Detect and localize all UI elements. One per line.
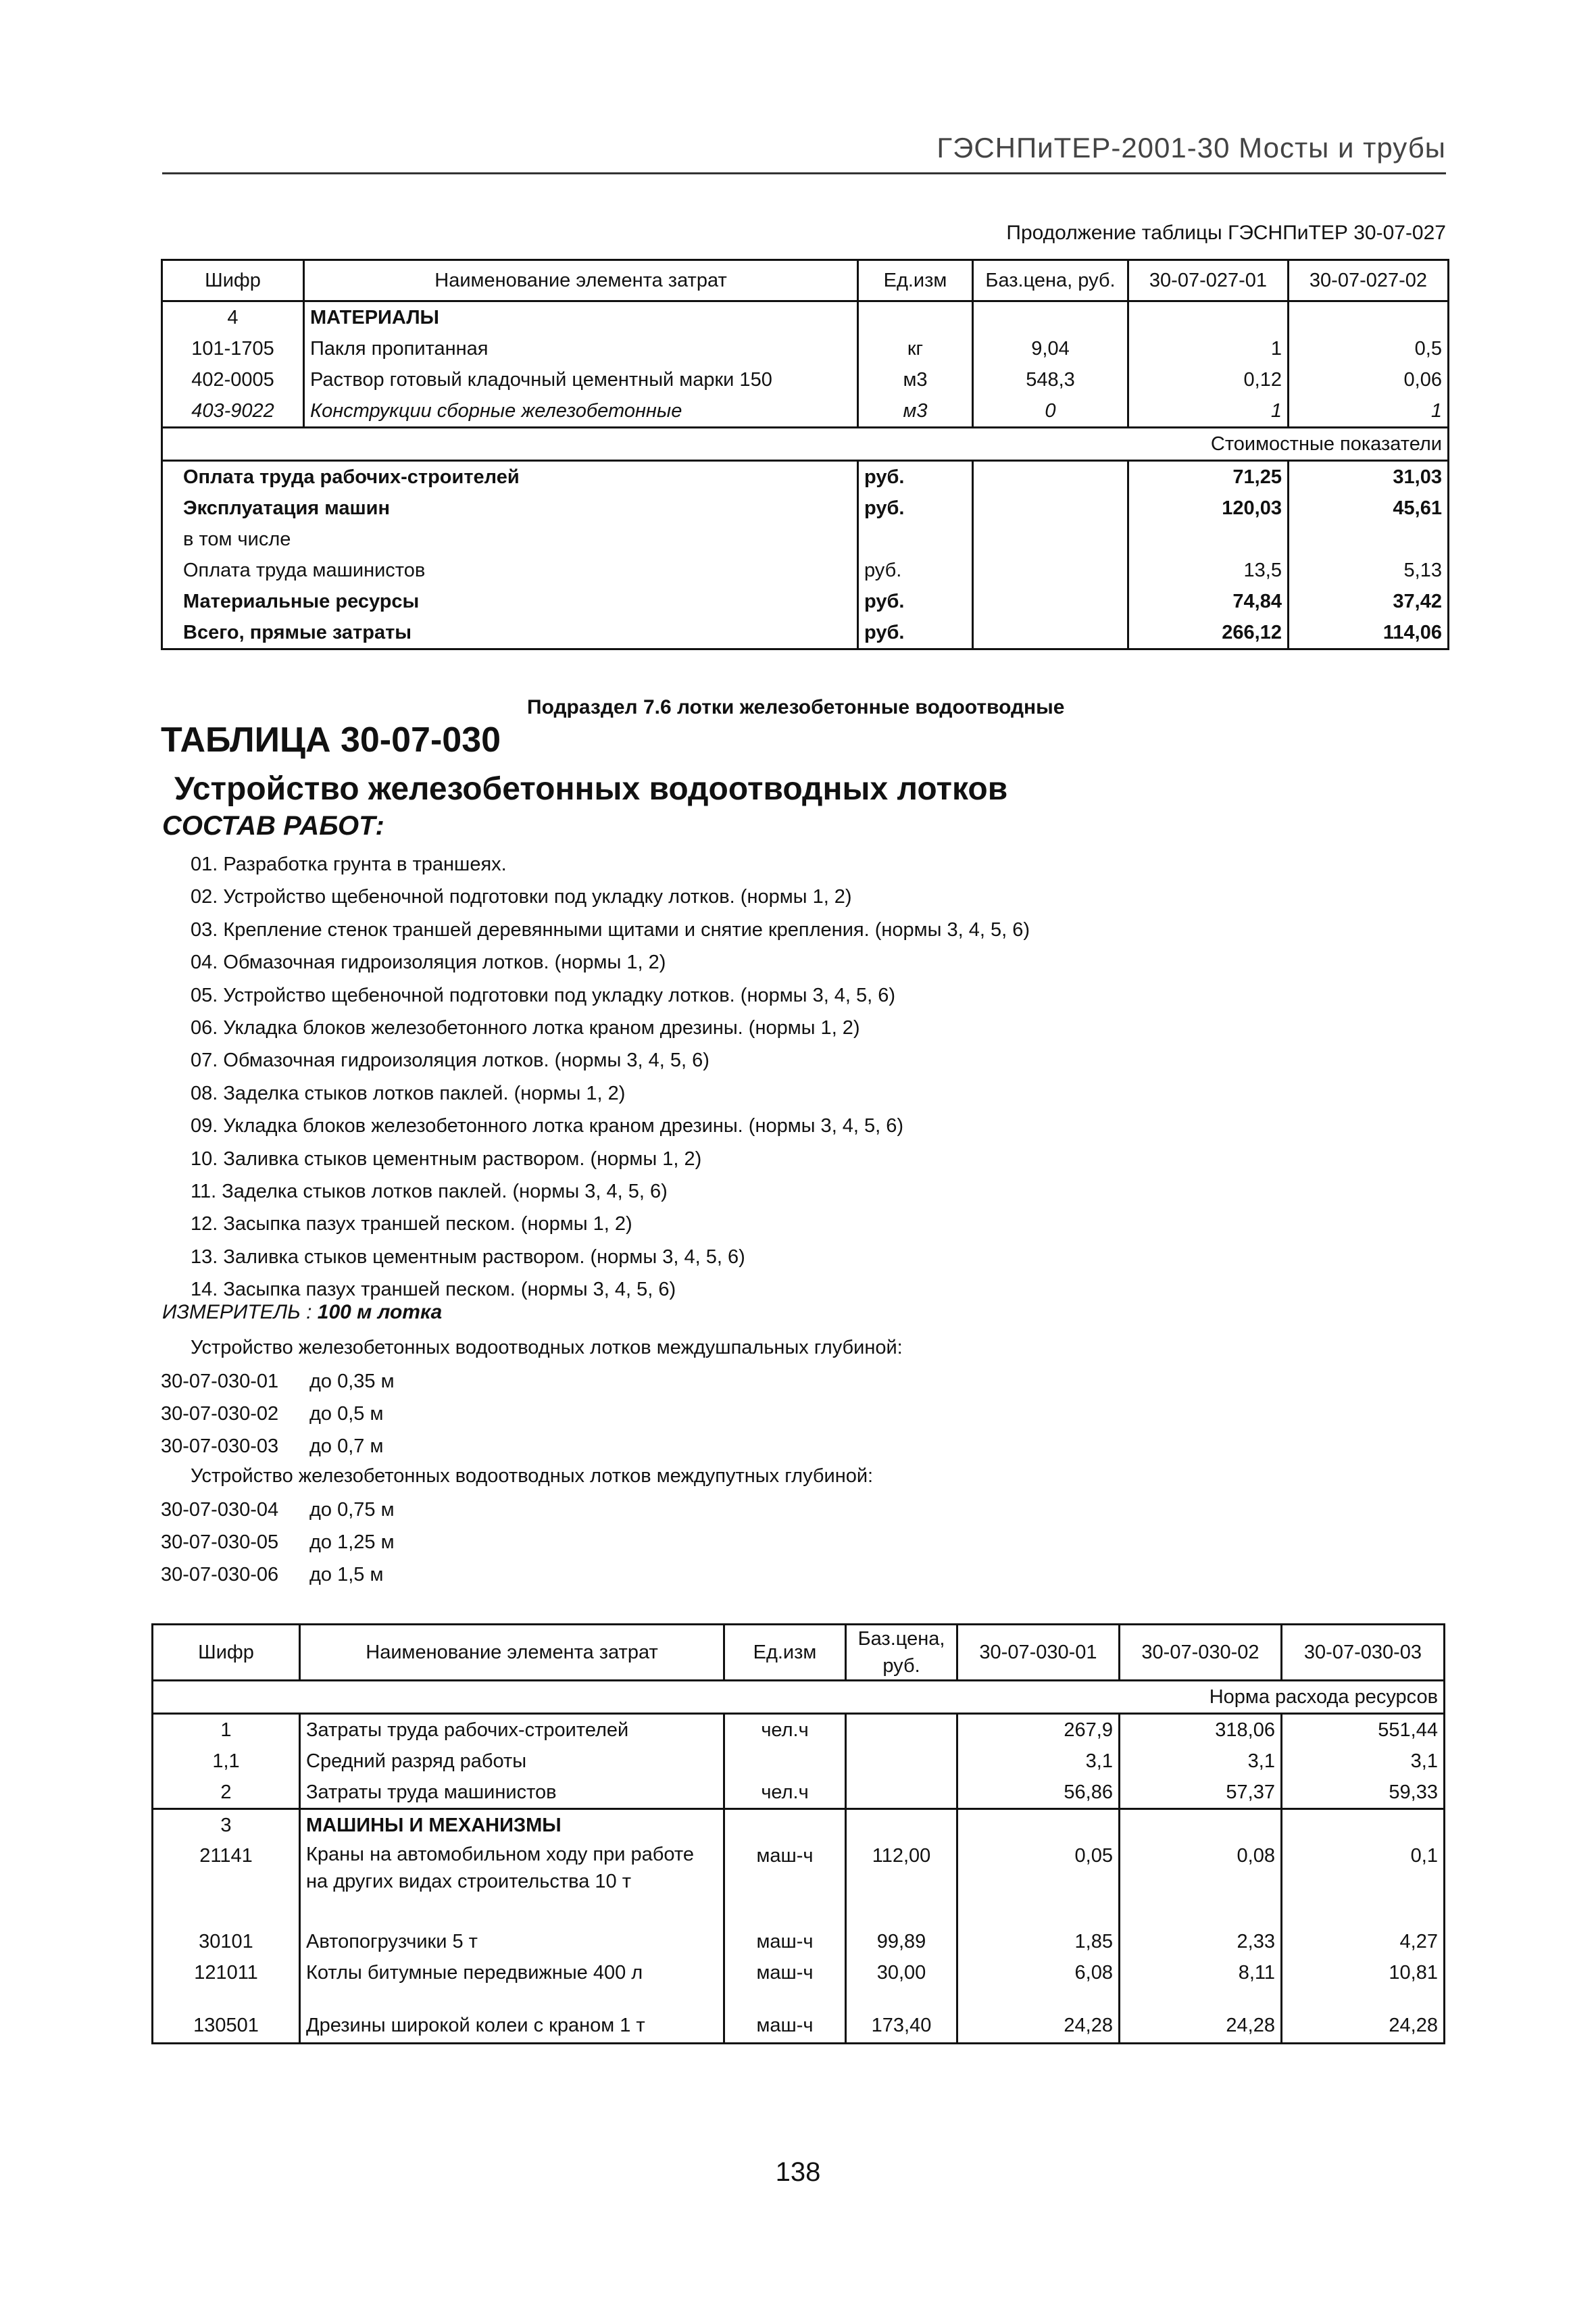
cell-price (846, 1777, 957, 1809)
work-item: 13. Заливка стыков цементным раствором. (нормы 3, 4, 5, 6) (191, 1246, 745, 1268)
cell-name: Материальные ресурсы (162, 586, 858, 617)
column-header: Баз.цена, руб. (973, 260, 1128, 301)
list-item (161, 1365, 395, 1398)
group-title: Устройство железобетонных водоотводных лотков междупутных глубиной: (191, 1465, 874, 1487)
cell-value: 37,42 (1289, 586, 1449, 617)
cell-value: 0,05 (957, 1841, 1120, 1926)
cell-unit: м3 (858, 395, 973, 428)
cell-value: 2,33 (1120, 1926, 1282, 1957)
work-item: 12. Засыпка пазух траншей песком. (нормы 1, 2) (191, 1213, 632, 1235)
column-header: Наименование элемента затрат (304, 260, 858, 301)
work-item: 05. Устройство щебеночной подготовки под укладку лотков. (нормы 3, 4, 5, 6) (191, 984, 896, 1006)
norm-header-row (153, 1681, 1445, 1714)
table-row (162, 333, 1449, 364)
column-header: 30-07-027-01 (1128, 260, 1289, 301)
cell-value: 5,13 (1289, 555, 1449, 586)
column-header: Баз.цена, руб. (846, 1625, 957, 1681)
cell-code: 3 (153, 1809, 300, 1842)
column-header: 30-07-030-02 (1120, 1625, 1282, 1681)
cell-unit: руб. (858, 461, 973, 493)
cell-price: 548,3 (973, 364, 1128, 395)
cell-code: 121011 (153, 1957, 300, 1988)
cost-table-30-07-027 (161, 259, 1449, 650)
cell-value: 1 (1289, 395, 1449, 428)
column-header: 30-07-030-01 (957, 1625, 1120, 1681)
cell-name: Раствор готовый кладочный цементный марки 150 (304, 364, 858, 395)
cell-unit: маш-ч (724, 1841, 846, 1926)
table-row (162, 617, 1449, 649)
list-item (161, 1398, 395, 1430)
cell-value: 1 (1128, 333, 1289, 364)
column-header: Шифр (162, 260, 304, 301)
cell-value: 1 (1128, 395, 1289, 428)
group-title: Устройство железобетонных водоотводных лотков междушпальных глубиной: (191, 1337, 903, 1358)
table-row (153, 1926, 1445, 1957)
cell-unit: чел.ч (724, 1777, 846, 1809)
norm-desc: до 0,35 м (309, 1371, 395, 1392)
cell-value: 0,5 (1289, 333, 1449, 364)
cell-unit: м3 (858, 364, 973, 395)
cell-name: Всего, прямые затраты (162, 617, 858, 649)
cell-code: 30101 (153, 1926, 300, 1957)
measurer-label: ИЗМЕРИТЕЛЬ : (162, 1301, 312, 1323)
work-item: 06. Укладка блоков железобетонного лотка краном дрезины. (нормы 1, 2) (191, 1017, 860, 1039)
cell-value: 0,06 (1289, 364, 1449, 395)
cell-value: 74,84 (1128, 586, 1289, 617)
cell-name: в том числе (162, 524, 858, 555)
cell-value: 24,28 (1282, 1988, 1445, 2044)
table-row (153, 1957, 1445, 1988)
cell-value: 0,08 (1120, 1841, 1282, 1926)
cell-unit: руб. (858, 493, 973, 524)
cell-value: 267,9 (957, 1714, 1120, 1746)
cell-value: 4,27 (1282, 1926, 1445, 1957)
cell-name: Средний разряд работы (300, 1746, 724, 1777)
table-row (162, 555, 1449, 586)
cell-name: Автопогрузчики 5 т (300, 1926, 724, 1957)
table-row (153, 1809, 1445, 1842)
cell-value: 318,06 (1120, 1714, 1282, 1746)
norm-desc: до 0,75 м (309, 1499, 395, 1521)
cell-unit: маш-ч (724, 1926, 846, 1957)
page-number: 138 (775, 2157, 821, 2187)
cell-section-name: МАТЕРИАЛЫ (304, 301, 858, 334)
list-item (161, 1430, 395, 1462)
cell-value: 3,1 (1282, 1746, 1445, 1777)
cell-code: 4 (162, 301, 304, 334)
cell-name: Краны на автомобильном ходу при работе на других видах строительства 10 т (300, 1841, 724, 1926)
cell-value: 0,12 (1128, 364, 1289, 395)
norm-desc: до 1,5 м (309, 1564, 384, 1585)
table-row (162, 524, 1449, 555)
norm-code-list (161, 1365, 395, 1462)
cell-code: 1 (153, 1714, 300, 1746)
table-row (153, 1714, 1445, 1746)
column-header: Ед.изм (724, 1625, 846, 1681)
cell-name: Затраты труда рабочих-строителей (300, 1714, 724, 1746)
cell-value: 1,85 (957, 1926, 1120, 1957)
cell-value: 114,06 (1289, 617, 1449, 649)
norm-desc: до 0,5 м (309, 1403, 384, 1425)
cell-name: Котлы битумные передвижные 400 л (300, 1957, 724, 1988)
cell-name: Затраты труда машинистов (300, 1777, 724, 1809)
cell-value: 3,1 (957, 1746, 1120, 1777)
cell-code: 1,1 (153, 1746, 300, 1777)
cell-value: 551,44 (1282, 1714, 1445, 1746)
column-header: Ед.изм (858, 260, 973, 301)
work-item: 02. Устройство щебеночной подготовки под укладку лотков. (нормы 1, 2) (191, 886, 852, 908)
table-row (153, 1841, 1445, 1926)
table-row (162, 586, 1449, 617)
cell-code: 402-0005 (162, 364, 304, 395)
cell-name: Конструкции сборные железобетонные (304, 395, 858, 428)
cell-value: 71,25 (1128, 461, 1289, 493)
cell-value: 8,11 (1120, 1957, 1282, 1988)
work-item: 01. Разработка грунта в траншеях. (191, 854, 507, 875)
column-header: Наименование элемента затрат (300, 1625, 724, 1681)
work-composition-label: СОСТАВ РАБОТ: (162, 811, 384, 841)
table-id: ТАБЛИЦА 30-07-030 (161, 720, 501, 760)
work-item: 03. Крепление стенок траншей деревянными щитами и снятие крепления. (нормы 3, 4, 5, 6) (191, 918, 1030, 941)
cell-value: 3,1 (1120, 1746, 1282, 1777)
measurer-value: 100 м лотка (317, 1301, 443, 1323)
cell-price: 30,00 (846, 1957, 957, 1988)
work-list (191, 848, 1030, 1306)
table-row (162, 461, 1449, 493)
cell-value: 59,33 (1282, 1777, 1445, 1809)
measurer (162, 1301, 442, 1324)
cell-price: 0 (973, 395, 1128, 428)
cell-code: 2 (153, 1777, 300, 1809)
cell-value: 13,5 (1128, 555, 1289, 586)
table-row (162, 301, 1449, 334)
cell-value: 45,61 (1289, 493, 1449, 524)
cell-value: 266,12 (1128, 617, 1289, 649)
norm-code: 30-07-030-01 (161, 1371, 279, 1392)
table-row (153, 1777, 1445, 1809)
cell-value: 31,03 (1289, 461, 1449, 493)
table-title: Устройство железобетонных водоотводных лотков (174, 771, 1008, 807)
subsection-title: Подраздел 7.6 лотки железобетонные водоотводные (527, 696, 1065, 718)
norm-header: Норма расхода ресурсов (153, 1681, 1445, 1714)
list-item (161, 1494, 395, 1526)
list-item (161, 1526, 395, 1558)
continuation-caption: Продолжение таблицы ГЭСНПиТЕР 30-07-027 (1006, 222, 1446, 244)
cell-name: Оплата труда рабочих-строителей (162, 461, 858, 493)
cell-unit: чел.ч (724, 1714, 846, 1746)
cell-code: 21141 (153, 1841, 300, 1926)
cell-section-name: МАШИНЫ И МЕХАНИЗМЫ (300, 1809, 724, 1842)
norm-code-list (161, 1494, 395, 1591)
cell-value: 6,08 (957, 1957, 1120, 1988)
table-row (162, 493, 1449, 524)
norm-desc: до 1,25 м (309, 1531, 395, 1553)
cell-code: 403-9022 (162, 395, 304, 428)
norm-code: 30-07-030-04 (161, 1499, 279, 1521)
cell-value: 120,03 (1128, 493, 1289, 524)
cost-header: Стоимостные показатели (162, 428, 1449, 461)
table-row (153, 1988, 1445, 2044)
norm-code: 30-07-030-06 (161, 1564, 279, 1585)
cell-price (846, 1746, 957, 1777)
resource-table-30-07-030 (151, 1623, 1445, 2044)
cell-price: 112,00 (846, 1841, 957, 1926)
cell-value: 24,28 (957, 1988, 1120, 2044)
norm-code: 30-07-030-02 (161, 1403, 279, 1425)
norm-desc: до 0,7 м (309, 1435, 384, 1457)
cell-name: Оплата труда машинистов (162, 555, 858, 586)
work-item: 04. Обмазочная гидроизоляция лотков. (нормы 1, 2) (191, 952, 666, 974)
header-rule (162, 172, 1446, 174)
cell-unit: маш-ч (724, 1957, 846, 1988)
work-item: 09. Укладка блоков железобетонного лотка краном дрезины. (нормы 3, 4, 5, 6) (191, 1115, 904, 1137)
table-header-row (162, 260, 1449, 301)
table-header-row (153, 1625, 1445, 1681)
column-header: 30-07-030-03 (1282, 1625, 1445, 1681)
work-item: 11. Заделка стыков лотков паклей. (нормы 3, 4, 5, 6) (191, 1181, 668, 1203)
norm-code: 30-07-030-05 (161, 1531, 279, 1553)
cell-price: 99,89 (846, 1926, 957, 1957)
cell-unit: маш-ч (724, 1988, 846, 2044)
cell-price: 173,40 (846, 1988, 957, 2044)
cell-price (846, 1714, 957, 1746)
cell-value: 0,1 (1282, 1841, 1445, 1926)
cell-name: Дрезины широкой колеи с краном 1 т (300, 1988, 724, 2044)
running-header: ГЭСНПиТЕР-2001-30 Мосты и трубы (937, 132, 1446, 164)
cell-unit: руб. (858, 555, 973, 586)
work-item: 10. Заливка стыков цементным раствором. (нормы 1, 2) (191, 1148, 702, 1170)
cell-value: 57,37 (1120, 1777, 1282, 1809)
cell-unit (724, 1746, 846, 1777)
column-header: Шифр (153, 1625, 300, 1681)
table-row (162, 364, 1449, 395)
work-item: 08. Заделка стыков лотков паклей. (нормы 1, 2) (191, 1082, 626, 1104)
work-item: 14. Засыпка пазух траншей песком. (нормы 3, 4, 5, 6) (191, 1279, 676, 1301)
cell-price: 9,04 (973, 333, 1128, 364)
work-item: 07. Обмазочная гидроизоляция лотков. (нормы 3, 4, 5, 6) (191, 1050, 709, 1072)
cell-code: 101-1705 (162, 333, 304, 364)
cell-unit: руб. (858, 586, 973, 617)
cell-value: 24,28 (1120, 1988, 1282, 2044)
table-row (153, 1746, 1445, 1777)
cell-unit: руб. (858, 617, 973, 649)
cell-code: 130501 (153, 1988, 300, 2044)
list-item (161, 1558, 395, 1591)
cell-value: 10,81 (1282, 1957, 1445, 1988)
cost-header-row (162, 428, 1449, 461)
column-header: 30-07-027-02 (1289, 260, 1449, 301)
norm-code: 30-07-030-03 (161, 1435, 279, 1457)
cell-unit: кг (858, 333, 973, 364)
cell-name: Эксплуатация машин (162, 493, 858, 524)
table-row (162, 395, 1449, 428)
cell-value: 56,86 (957, 1777, 1120, 1809)
cell-name: Пакля пропитанная (304, 333, 858, 364)
